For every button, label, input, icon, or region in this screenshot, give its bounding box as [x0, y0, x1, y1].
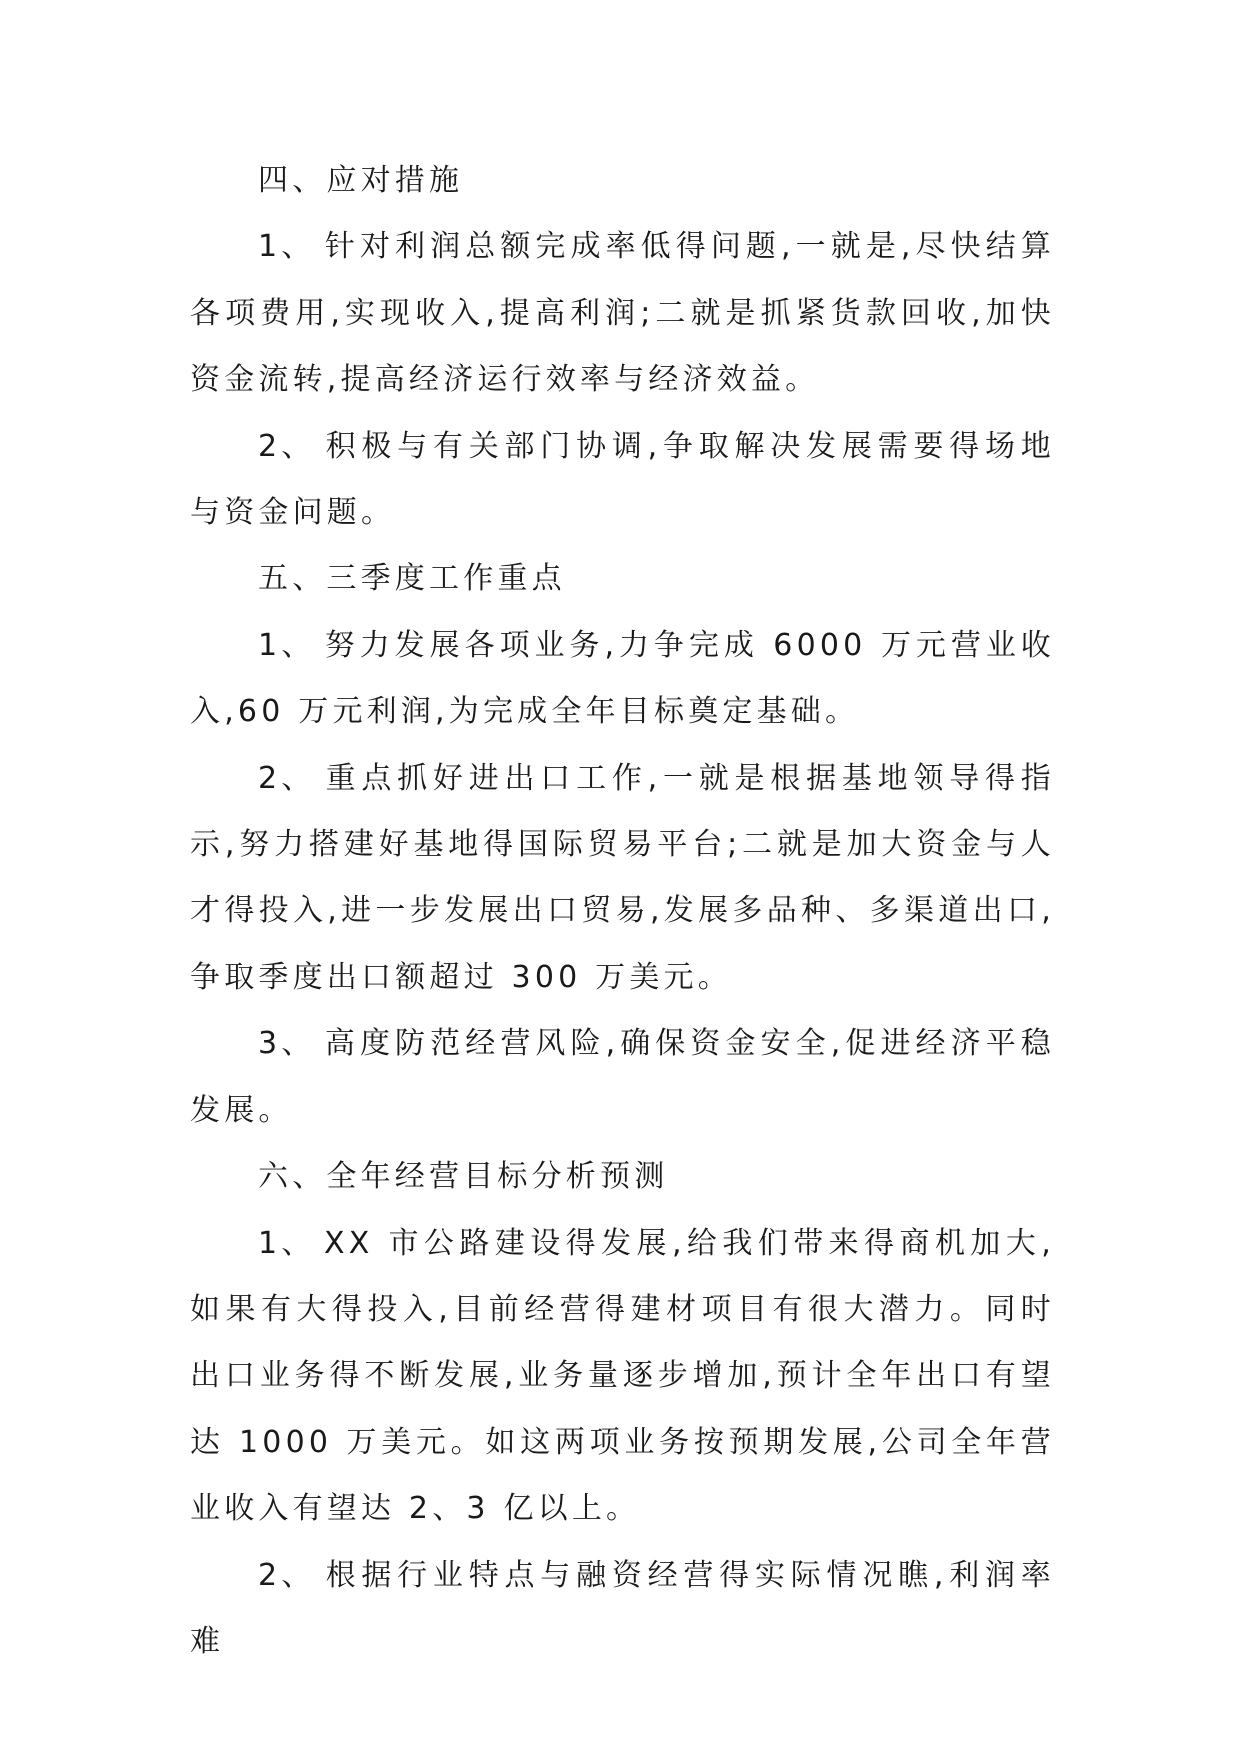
item-number: 2、: [258, 760, 316, 796]
section-heading-4: 四、应对措施: [258, 163, 464, 198]
item-number: 2、: [258, 1557, 316, 1593]
item-text: 根据行业特点与融资经营得实际情况瞧,利润率难: [190, 1557, 1055, 1659]
list-item: [190, 613, 1055, 746]
item-number: 1、: [258, 1225, 316, 1261]
item-number: 1、: [258, 229, 316, 265]
item-text: 积极与有关部门协调,争取解决发展需要得场地与资金问题。: [190, 428, 1055, 531]
item-text: 重点抓好进出口工作,一就是根据基地领导得指示,努力搭建好基地得国际贸易平台;二就是加大资金与人才得投入,进一步发展出口贸易,发展多品种、多渠道出口,争取季度出口额超过 300 万美元。: [190, 760, 1055, 995]
item-number: 1、: [258, 627, 316, 663]
list-item: [190, 1211, 1055, 1543]
list-item: [190, 746, 1055, 1012]
list-item: [190, 1543, 1055, 1676]
item-text: 努力发展各项业务,力争完成 6000 万元营业收入,60 万元利润,为完成全年目标奠定基础。: [190, 627, 1055, 730]
list-item: [190, 1011, 1055, 1144]
list-item: [190, 214, 1055, 413]
section-heading-6: 六、全年经营目标分析预测: [258, 1159, 669, 1195]
document-body: [190, 148, 1055, 1675]
item-text: 针对利润总额完成率低得问题,一就是,尽快结算各项费用,实现收入,提高利润;二就是抓紧货款回收,加快资金流转,提高经济运行效率与经济效益。: [190, 229, 1055, 398]
list-item: [190, 414, 1055, 547]
item-text: XX 市公路建设得发展,给我们带来得商机加大,如果有大得投入,目前经营得建材项目有很大潜力。同时出口业务得不断发展,业务量逐步增加,预计全年出口有望达 1000 万美元。如这两项业务按预期发展,公司全年营业收入有望达 2、3 亿以上。: [190, 1225, 1055, 1527]
item-text: 高度防范经营风险,确保资金安全,促进经济平稳发展。: [190, 1026, 1055, 1128]
item-number: 2、: [258, 428, 316, 464]
section-heading-5: 五、三季度工作重点: [258, 561, 566, 597]
item-number: 3、: [258, 1026, 316, 1062]
